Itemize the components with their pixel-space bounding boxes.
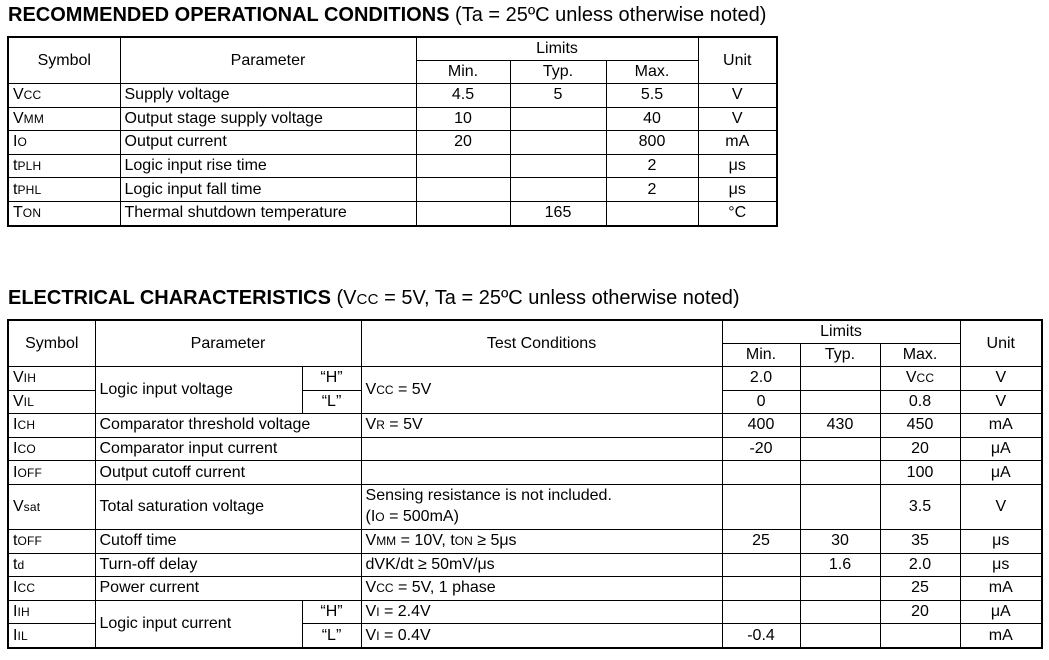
table-row (8, 484, 1042, 529)
symbol-subscript: PLH (17, 159, 42, 174)
typ-cell (510, 131, 606, 155)
symbol-cell (8, 154, 120, 178)
condition-text: V (365, 416, 377, 434)
test-condition-cell (361, 367, 722, 414)
symbol-base: I (13, 133, 18, 151)
section-title-electrical-characteristics (8, 286, 739, 312)
parameter-cell: Cutoff time (95, 529, 361, 553)
header-symbol: Symbol (8, 320, 95, 367)
symbol-subscript: OFF (17, 465, 43, 480)
max-cell: 25 (880, 577, 960, 601)
max-cell (606, 201, 698, 225)
condition-subscript: I (376, 628, 380, 643)
max-subscript: CC (916, 371, 935, 386)
min-cell: 20 (416, 131, 510, 155)
header-test-conditions: Test Conditions (361, 320, 722, 367)
header-max: Max. (606, 61, 698, 84)
condition-subscript: CC (376, 581, 394, 596)
symbol-cell (8, 107, 120, 131)
condition-text: = 5V, 1 phase (393, 579, 496, 597)
typ-cell: 30 (800, 529, 880, 553)
typ-cell (800, 624, 880, 648)
unit-cell: μs (960, 529, 1042, 553)
typ-cell (800, 484, 880, 529)
table-row (8, 461, 1042, 485)
symbol-base: I (13, 416, 18, 434)
symbol-subscript: sat (23, 499, 41, 514)
min-cell (722, 553, 800, 577)
min-cell: 4.5 (416, 84, 510, 108)
parameter-cell: Total saturation voltage (95, 484, 361, 529)
symbol-subscript: IH (23, 371, 37, 386)
min-cell (722, 484, 800, 529)
table-row (8, 600, 1042, 624)
parameter-cell: Logic input voltage (95, 367, 302, 414)
header-min: Min. (416, 61, 510, 84)
unit-cell: V (960, 484, 1042, 529)
condition-text: = 5V (384, 416, 423, 434)
test-condition-cell (361, 484, 722, 529)
symbol-subscript: ON (22, 206, 42, 221)
symbol-cell (8, 178, 120, 202)
typ-cell: 5 (510, 84, 606, 108)
min-cell (416, 201, 510, 225)
max-cell: 2 (606, 154, 698, 178)
symbol-subscript: IL (23, 394, 35, 409)
symbol-cell (8, 624, 95, 648)
test-condition-cell (361, 577, 722, 601)
test-condition-cell (361, 414, 722, 438)
parameter-cell: Logic input rise time (120, 154, 416, 178)
typ-cell (800, 437, 880, 461)
symbol-base: I (13, 603, 18, 621)
unit-cell: μA (960, 600, 1042, 624)
unit-cell: mA (960, 414, 1042, 438)
title-bold-text: RECOMMENDED OPERATIONAL CONDITIONS (8, 4, 450, 26)
symbol-subscript: OFF (17, 534, 43, 549)
min-cell: -20 (722, 437, 800, 461)
min-cell (722, 461, 800, 485)
table-row (8, 107, 777, 131)
unit-cell: mA (960, 577, 1042, 601)
recommended-conditions-table (7, 36, 778, 227)
parameter-cell: Output stage supply voltage (120, 107, 416, 131)
typ-cell (800, 390, 880, 414)
min-cell (722, 600, 800, 624)
parameter-cell: Thermal shutdown temperature (120, 201, 416, 225)
symbol-base: I (13, 626, 18, 644)
symbol-cell (8, 437, 95, 461)
max-cell: 800 (606, 131, 698, 155)
condition-text: = 2.4V (379, 603, 431, 621)
table-row (8, 154, 777, 178)
unit-cell: μA (960, 437, 1042, 461)
condition-text: = 500mA) (384, 508, 459, 526)
electrical-characteristics-table (7, 319, 1043, 649)
symbol-base: t (13, 180, 18, 198)
max-base: V (905, 369, 917, 387)
max-cell: 20 (880, 437, 960, 461)
max-cell: 450 (880, 414, 960, 438)
header-parameter: Parameter (120, 37, 416, 84)
condition-text: V (365, 532, 377, 550)
condition-subscript: MM (376, 534, 397, 549)
title-note-text: (Ta = 25ºC unless otherwise noted) (449, 4, 767, 26)
max-cell: 3.5 (880, 484, 960, 529)
header-unit: Unit (698, 37, 777, 84)
header-typ: Typ. (510, 61, 606, 84)
test-condition-cell (361, 437, 722, 461)
typ-cell (800, 577, 880, 601)
title-note-text-end: = 5V, Ta = 25ºC unless otherwise noted) (378, 287, 740, 309)
typ-cell (800, 367, 880, 391)
table-row (8, 84, 777, 108)
condition-text: V (365, 381, 377, 399)
symbol-cell (8, 131, 120, 155)
header-max: Max. (880, 344, 960, 367)
condition-text: ≥ 5μs (472, 532, 517, 550)
condition-text: V (365, 626, 377, 644)
title-note-text: (V (330, 287, 357, 309)
symbol-base: I (13, 463, 18, 481)
test-condition-cell (361, 600, 722, 624)
condition-subscript: CC (376, 383, 394, 398)
min-cell: 400 (722, 414, 800, 438)
symbol-subscript: IL (17, 628, 28, 643)
test-condition-cell (361, 553, 722, 577)
condition-text: = 10V, t (396, 532, 455, 550)
header-limits: Limits (722, 320, 960, 344)
unit-cell: °C (698, 201, 777, 225)
level-cell: “L” (302, 624, 361, 648)
unit-cell: mA (698, 131, 777, 155)
symbol-base: t (13, 532, 18, 550)
symbol-cell (8, 553, 95, 577)
header-min: Min. (722, 344, 800, 367)
min-cell: 25 (722, 529, 800, 553)
symbol-base: V (13, 86, 24, 104)
min-cell (416, 154, 510, 178)
symbol-subscript: d (17, 557, 25, 572)
header-limits: Limits (416, 37, 698, 61)
level-cell: “L” (302, 390, 361, 414)
typ-cell: 165 (510, 201, 606, 225)
parameter-cell: Comparator input current (95, 437, 361, 461)
recommended-conditions-body (8, 84, 777, 226)
condition-text: = 0.4V (379, 626, 431, 644)
unit-cell: μs (698, 178, 777, 202)
condition-text: = 5V (393, 381, 432, 399)
electrical-characteristics-body (8, 367, 1042, 648)
unit-cell: mA (960, 624, 1042, 648)
condition-text: (I (365, 508, 376, 526)
table-row (8, 201, 777, 225)
parameter-cell: Comparator threshold voltage (95, 414, 361, 438)
header-typ: Typ. (800, 344, 880, 367)
symbol-base: V (13, 369, 24, 387)
header-symbol: Symbol (8, 37, 120, 84)
symbol-subscript: CC (23, 88, 42, 103)
table-row (8, 437, 1042, 461)
max-cell: 20 (880, 600, 960, 624)
max-cell: 40 (606, 107, 698, 131)
symbol-subscript: CC (17, 581, 36, 596)
symbol-base: t (13, 555, 18, 573)
typ-cell: 1.6 (800, 553, 880, 577)
condition-text: V (365, 603, 377, 621)
symbol-base: V (13, 392, 24, 410)
typ-cell (800, 600, 880, 624)
unit-cell: V (960, 390, 1042, 414)
condition-line: Sensing resistance is not included. (365, 487, 612, 505)
symbol-cell (8, 577, 95, 601)
condition-line (366, 506, 718, 528)
symbol-subscript: O (17, 135, 27, 150)
parameter-cell: Logic input current (95, 600, 302, 648)
unit-cell: V (698, 107, 777, 131)
unit-cell: μs (960, 553, 1042, 577)
symbol-subscript: MM (23, 111, 45, 126)
min-cell: 0 (722, 390, 800, 414)
test-condition-cell (361, 624, 722, 648)
symbol-base: V (13, 497, 24, 515)
test-condition-cell (361, 529, 722, 553)
typ-cell (510, 178, 606, 202)
max-cell (880, 367, 960, 391)
symbol-cell (8, 529, 95, 553)
header-unit: Unit (960, 320, 1042, 367)
unit-cell: μs (698, 154, 777, 178)
max-cell: 35 (880, 529, 960, 553)
unit-cell: V (960, 367, 1042, 391)
min-cell (722, 577, 800, 601)
table-row (8, 553, 1042, 577)
symbol-cell (8, 600, 95, 624)
table-row (8, 131, 777, 155)
symbol-cell (8, 201, 120, 225)
symbol-cell (8, 414, 95, 438)
parameter-cell: Output cutoff current (95, 461, 361, 485)
parameter-cell: Power current (95, 577, 361, 601)
max-cell: 100 (880, 461, 960, 485)
table-row (8, 414, 1042, 438)
symbol-base: t (13, 157, 18, 175)
condition-subscript: R (376, 418, 385, 433)
test-condition-cell (361, 461, 722, 485)
symbol-subscript: IH (17, 605, 30, 620)
symbol-subscript: PHL (17, 182, 42, 197)
table-row (8, 529, 1042, 553)
parameter-cell: Output current (120, 131, 416, 155)
symbol-cell (8, 461, 95, 485)
condition-text: dVK/dt ≥ 50mV/μs (365, 555, 495, 573)
level-cell: “H” (302, 367, 361, 391)
typ-cell (800, 461, 880, 485)
header-parameter: Parameter (95, 320, 361, 367)
title-note-subscript: CC (356, 291, 379, 308)
parameter-cell: Supply voltage (120, 84, 416, 108)
min-cell (416, 178, 510, 202)
parameter-cell: Logic input fall time (120, 178, 416, 202)
title-bold-text: ELECTRICAL CHARACTERISTICS (8, 287, 331, 309)
table-row (8, 577, 1042, 601)
max-cell: 0.8 (880, 390, 960, 414)
symbol-base: T (13, 204, 23, 222)
min-cell: 2.0 (722, 367, 800, 391)
unit-cell: μA (960, 461, 1042, 485)
condition-subscript: O (375, 510, 385, 525)
table-row (8, 178, 777, 202)
level-cell: “H” (302, 600, 361, 624)
symbol-cell (8, 367, 95, 391)
symbol-cell (8, 484, 95, 529)
symbol-subscript: CO (17, 442, 36, 457)
symbol-base: I (13, 579, 18, 597)
parameter-cell: Turn-off delay (95, 553, 361, 577)
symbol-base: V (13, 109, 24, 127)
max-cell: 2 (606, 178, 698, 202)
typ-cell (510, 107, 606, 131)
max-cell (880, 624, 960, 648)
max-cell: 2.0 (880, 553, 960, 577)
table-row (8, 367, 1042, 391)
symbol-base: I (13, 440, 18, 458)
condition-text: V (365, 579, 377, 597)
symbol-subscript: CH (17, 418, 36, 433)
symbol-cell (8, 390, 95, 414)
min-cell: 10 (416, 107, 510, 131)
typ-cell (510, 154, 606, 178)
symbol-cell (8, 84, 120, 108)
typ-cell: 430 (800, 414, 880, 438)
max-cell: 5.5 (606, 84, 698, 108)
unit-cell: V (698, 84, 777, 108)
condition-subscript: I (376, 605, 380, 620)
section-title-recommended-conditions (8, 3, 766, 27)
min-cell: -0.4 (722, 624, 800, 648)
condition-subscript: ON (454, 534, 473, 549)
